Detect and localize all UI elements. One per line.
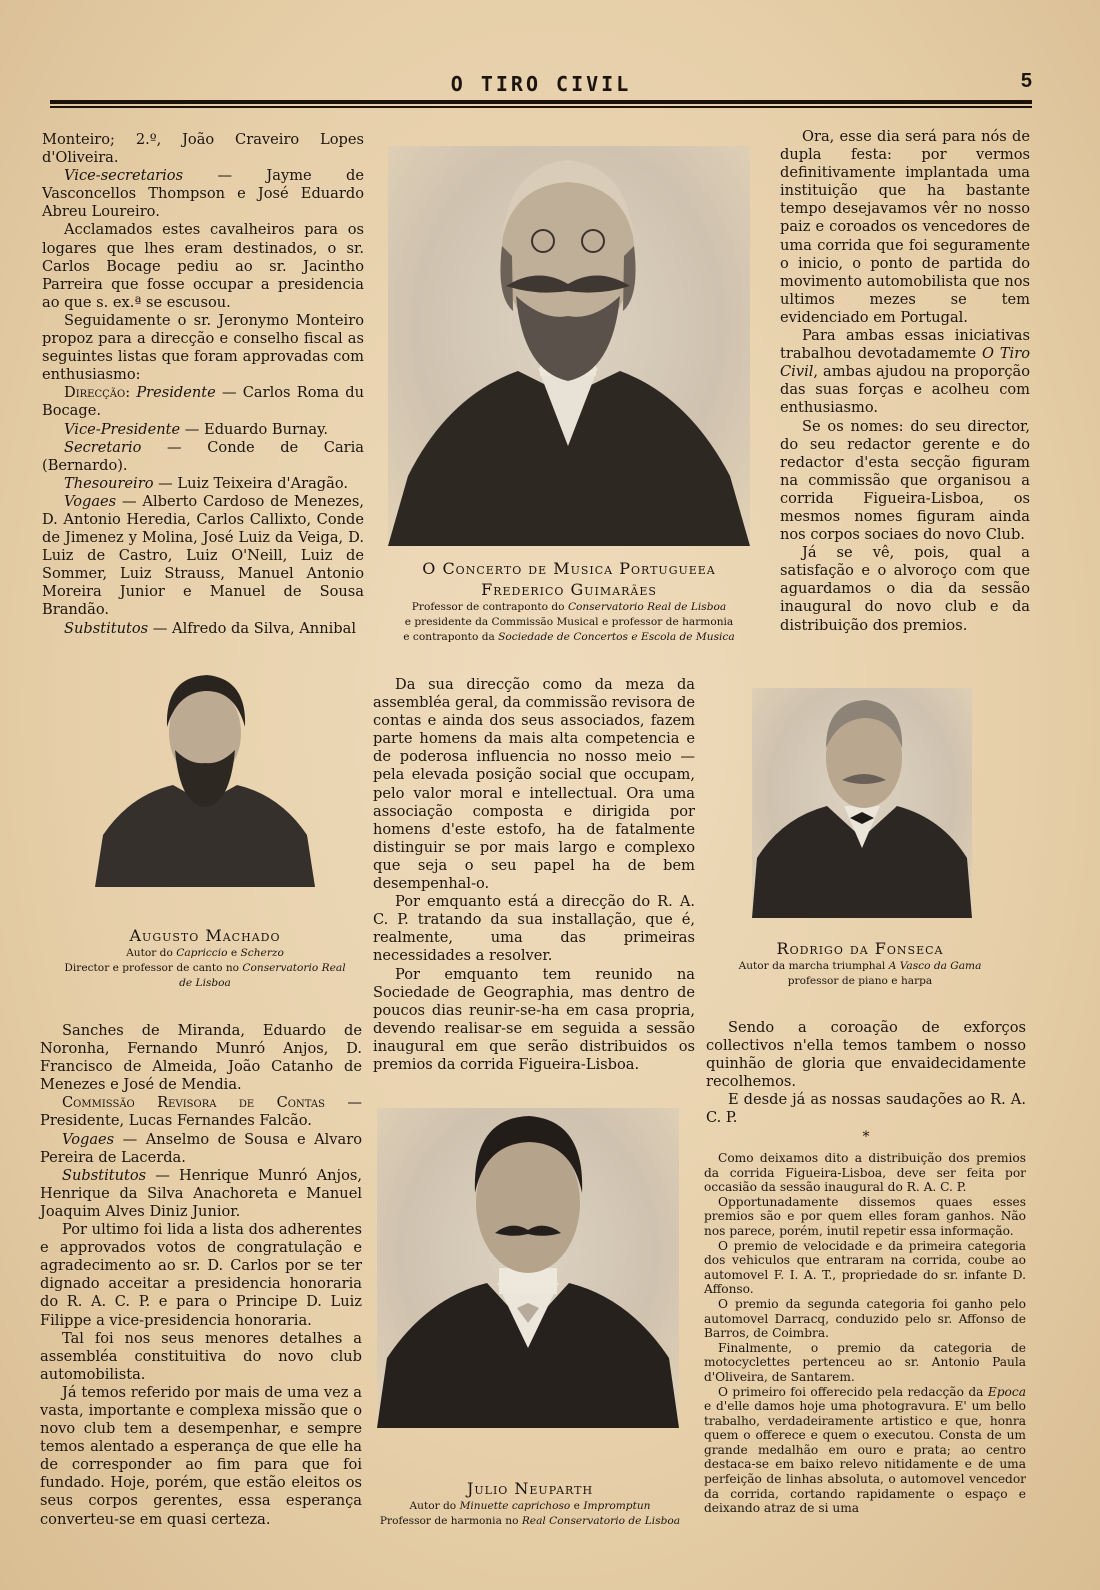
paragraph-text: — Conde de Caria (Bernardo). xyxy=(42,438,364,474)
paragraph xyxy=(42,167,364,221)
italic-label: Substitutos xyxy=(62,1166,147,1184)
paragraph xyxy=(42,475,364,493)
paragraph: O premio de velocidade e da primeira categoria dos vehiculos que entraram na corrida, coube ao automovel F. I. A. T., propriedade do sr. infante D. Affonso. xyxy=(704,1238,1026,1297)
caption-fonseca-name: Rodrigo da Fonseca xyxy=(776,939,944,958)
paragraph xyxy=(780,327,1030,417)
paragraph-text: — Carlos Roma du Bocage. xyxy=(42,384,364,420)
newspaper-title: O TIRO CIVIL xyxy=(450,72,632,96)
caption-fonseca-line1: Autor da marcha triumphal A Vasco da Gama xyxy=(738,960,982,972)
portrait-augusto-machado xyxy=(95,665,315,887)
paragraph xyxy=(42,620,364,638)
column-1-top xyxy=(42,131,364,638)
paragraph: Como deixamos dito a distribuição dos premios da corrida Figueira-Lisboa, deve ser feita por occasião da sessão inaugural do R. A. C. P. xyxy=(704,1151,1026,1195)
paragraph-text: , ambas ajudou na proporção das suas forças e acolheu com enthusiasmo. xyxy=(780,363,1030,417)
caption-neuparth-name: Julio Neuparth xyxy=(466,1479,594,1498)
paragraph: Se os nomes: do seu director, do seu redactor gerente e do redactor d'esta secção figuram na commissão que organisou a corrida Figueira-Lisboa, os mesmos nomes figuram ainda nos corpos sociaes do novo Club. xyxy=(780,417,1030,544)
portrait-machado-illustration xyxy=(95,665,315,887)
portrait-guimaraes-illustration xyxy=(388,146,750,546)
portrait-fonseca-illustration xyxy=(752,688,972,918)
italic-label: Vogaes xyxy=(62,1130,115,1148)
paragraph xyxy=(42,493,364,620)
paragraph-text: : xyxy=(125,384,137,402)
section-heading: Commissão Revisora de Contas xyxy=(62,1094,325,1112)
column-3-bottom xyxy=(704,1151,1026,1516)
caption-guimaraes-line3: e contraponto da Sociedade de Concertos e Escola de Musica xyxy=(403,631,735,643)
paragraph: Por emquanto está a direcção do R. A. C. P. tratando da sua installação, que é, realmente, uma das primeiras necessidades a resolver. xyxy=(373,893,695,965)
paragraph xyxy=(40,1167,362,1221)
caption-guimaraes xyxy=(380,558,758,645)
caption-guimaraes-name: Frederico Guimarães xyxy=(481,580,657,599)
paragraph: Tal foi nos seus menores detalhes a assembléa constituitiva do novo club automobilista. xyxy=(40,1329,362,1383)
paragraph xyxy=(40,1131,362,1167)
paragraph: Por ultimo foi lida a lista dos adherentes e approvados votos de congratulação e agradecimento ao sr. D. Carlos por se ter dignado acceitar a presidencia honoraria do R. A. C. P. e para o Principe D. Luiz Filippe a vice-presidencia honoraria. xyxy=(40,1221,362,1329)
paragraph xyxy=(42,421,364,439)
paragraph: Por emquanto tem reunido na Sociedade de Geographia, mas dentro de poucos dias reunir-se-ha em casa propria, devendo realisar-se em seguida a sessão inaugural em que serão distribuidos os premios da corrida Figueira-Lisboa. xyxy=(373,965,695,1073)
caption-neuparth xyxy=(360,1478,700,1529)
column-3-middle xyxy=(706,1019,1026,1146)
caption-machado-line2: Director e professor de canto no Conservatorio Real xyxy=(64,962,346,974)
paragraph-text: — Alfredo da Silva, Annibal xyxy=(148,619,356,637)
column-3-top xyxy=(780,128,1030,635)
paragraph: Da sua direcção como da meza da assembléa geral, da commissão revisora de contas e ainda dos seus associados, fazem parte homens da mais alta competencia e de poderosa influencia no nosso meio — pela elevada posição social que occupam, pelo valor moral e intellectual. Ora uma associação composta e dirigida por homens d'este estofo, ha de fatalmente distinguir se por mais largo e complexo que seja o seu papel ha de bem desempenhal-o. xyxy=(373,676,695,893)
caption-machado-line1: Autor do Capriccio e Scherzo xyxy=(126,947,284,959)
caption-neuparth-line2: Professor de harmonia no Real Conservatorio de Lisboa xyxy=(379,1515,681,1527)
paragraph: Já se vê, pois, qual a satisfação e o alvoroço com que aguardamos o dia da sessão inaugural do novo club e da distribuição dos premios. xyxy=(780,544,1030,634)
caption-machado-name: Augusto Machado xyxy=(129,926,281,945)
paragraph-text: — Henrique Munró Anjos, Henrique da Silva Anachoreta e Manuel Joaquim Alves Diniz Junior. xyxy=(40,1166,362,1220)
portrait-frederico-guimaraes xyxy=(388,146,750,546)
paragraph: Opportunadamente dissemos quaes esses premios são e por quem elles foram ganhos. Não nos parece, porém, inutil repetir essa informação. xyxy=(704,1194,1026,1238)
column-1-bottom xyxy=(40,1022,362,1529)
paragraph-text: — Presidente, Lucas Fernandes Falcão. xyxy=(40,1094,363,1130)
paragraph-text: O primeiro foi offerecido pela redacção da xyxy=(718,1384,988,1399)
caption-guimaraes-title: O Concerto de Musica Portugueea xyxy=(422,559,716,578)
portrait-neuparth-illustration xyxy=(377,1108,679,1428)
caption-fonseca xyxy=(710,938,1010,989)
italic-label: Thesoureiro xyxy=(64,474,154,492)
caption-guimaraes-line1: Professor de contraponto do Conservatorio Real de Lisboa xyxy=(411,601,727,613)
column-2-middle xyxy=(373,676,695,1074)
paragraph: E desde já as nossas saudações ao R. A. C. P. xyxy=(706,1091,1026,1127)
header-rule-thick xyxy=(50,100,1032,104)
paragraph: Finalmente, o premio da categoria de motocyclettes pertenceu ao sr. Antonio Paula d'Oliveira, de Santarem. xyxy=(704,1340,1026,1384)
italic-label: Substitutos xyxy=(64,619,149,637)
italic-label: Epoca xyxy=(987,1384,1026,1399)
paragraph: Sendo a coroação de exforços collectivos n'ella temos tambem o nosso quinhão de gloria que envaidecidamente recolhemos. xyxy=(706,1019,1026,1091)
paragraph xyxy=(704,1385,1026,1516)
paragraph-text: e d'elle damos hoje uma photogravura. E' um bello trabalho, verdadeiramente artistico e que, honra quem o offerece e quem o executou. Consta de um grande medalhão em ouro e prata; ao centro destaca-se em baixo relevo nitidamente e de uma perfeição de linhas absoluta, o automovel vencedor da corrida, cortando rapidamente o espaço e deixando atraz de si uma xyxy=(704,1399,1026,1516)
italic-label: O Tiro Civil xyxy=(780,345,1030,381)
paragraph: Seguidamente o sr. Jeronymo Monteiro propoz para a direcção e conselho fiscal as seguintes listas que foram approvadas com enthusiasmo: xyxy=(42,311,364,384)
paragraph: O premio da segunda categoria foi ganho pelo automovel Darracq, conduzido pelo sr. Affonso de Barros, de Coimbra. xyxy=(704,1296,1026,1341)
caption-fonseca-line2: professor de piano e harpa xyxy=(787,975,933,987)
paragraph: Já temos referido por mais de uma vez a vasta, importante e complexa missão que o novo club tem a desempenhar, e sempre temos alentado a esperança de que elle ha de corresponder ao fim para que foi fundado. Hoje, porém, que estão eleitos os seus corpos gerentes, essa esperança converteu-se em quasi certeza. xyxy=(40,1383,362,1528)
paragraph-text: — Eduardo Burnay. xyxy=(180,420,329,438)
paragraph-text: — Anselmo de Sousa e Alvaro Pereira de Lacerda. xyxy=(40,1130,362,1166)
paragraph xyxy=(42,439,364,475)
paragraph: Ora, esse dia será para nós de dupla festa: por vermos definitivamente implantada uma instituição que ha bastante tempo desejavamos vêr no nosso paiz e coroados os vencedores de uma corrida que foi seguramente o inicio, o ponto de partida do movimento automobilista que nos ultimos mezes se tem evidenciado em Portugal. xyxy=(780,128,1030,326)
page-number: 5 xyxy=(1020,70,1032,92)
header-rule-thin xyxy=(50,106,1032,108)
paragraph xyxy=(40,1094,362,1130)
paragraph: Sanches de Miranda, Eduardo de Noronha, Fernando Munró Anjos, D. Francisco de Almeida, João Catanho de Menezes e José de Mendia. xyxy=(40,1022,362,1094)
section-heading: Direcção xyxy=(64,384,126,402)
paragraph: Acclamados estes cavalheiros para os logares que lhes eram destinados, o sr. Carlos Bocage pediu ao sr. Jacintho Parreira que fosse occupar a presidencia ao que s. ex.ª se escusou. xyxy=(42,221,364,311)
paragraph-text: — Jayme de Vasconcellos Thompson e José Eduardo Abreu Loureiro. xyxy=(42,167,364,221)
portrait-julio-neuparth xyxy=(377,1108,679,1428)
italic-label: Secretario xyxy=(64,438,142,456)
paragraph xyxy=(42,384,364,420)
italic-label: Vogaes xyxy=(64,492,117,510)
paragraph-text: Para ambas essas iniciativas trabalhou devotadamemte xyxy=(780,327,1030,363)
caption-machado xyxy=(40,925,370,991)
caption-neuparth-line1: Autor do Minuette caprichoso e Impromptun xyxy=(409,1500,651,1512)
paragraph: Monteiro; 2.º, João Craveiro Lopes d'Oliveira. xyxy=(42,131,364,167)
paragraph-text: — Luiz Teixeira d'Aragão. xyxy=(153,474,348,492)
italic-label: Presidente xyxy=(136,384,216,402)
portrait-rodrigo-da-fonseca xyxy=(752,688,972,918)
italic-label: Vice-secretarios xyxy=(64,167,184,185)
caption-machado-line3: de Lisboa xyxy=(179,977,231,989)
italic-label: Vice-Presidente xyxy=(64,420,181,438)
page-header xyxy=(50,72,1032,96)
caption-guimaraes-line2: e presidente da Commissão Musical e professor de harmonia xyxy=(404,616,734,628)
paragraph: * xyxy=(862,1128,870,1145)
paragraph-text: — Alberto Cardoso de Menezes, D. Antonio Heredia, Carlos Callixto, Conde de Jimenez y Molina, José Luiz da Veiga, D. Luiz de Castro, Luiz O'Neill, Luiz de Sommer, Luiz Strauss, Manuel Antonio Moreira Junior e Manuel de Sousa Brandão. xyxy=(42,492,364,619)
